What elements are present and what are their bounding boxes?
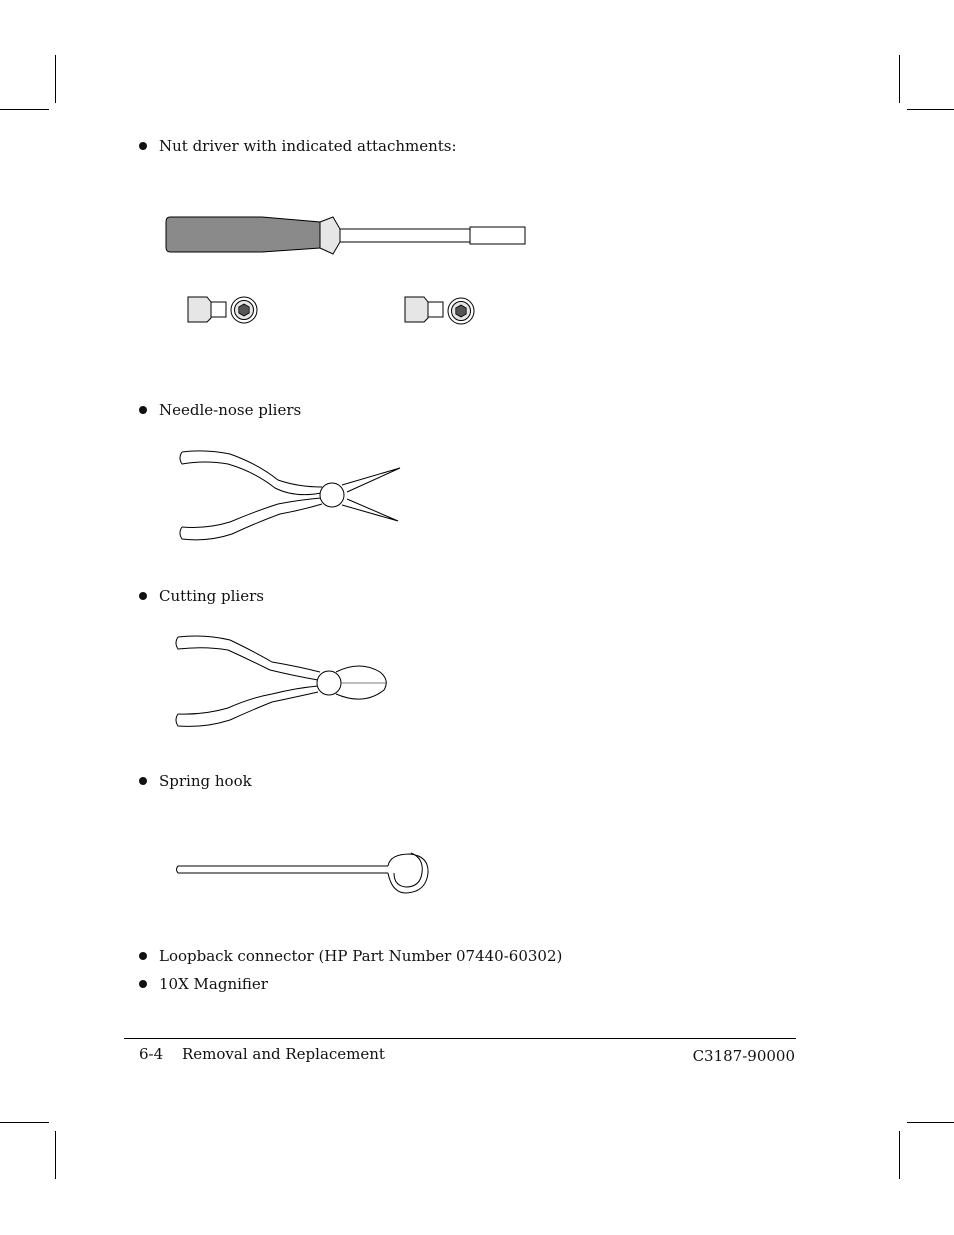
item-label: 10X Magnifier	[159, 975, 268, 993]
footer-section-title: Removal and Replacement	[182, 1045, 385, 1063]
item-label: Loopback connector (HP Part Number 07440-60302)	[159, 947, 563, 965]
list-item-magnifier	[139, 975, 268, 993]
item-label: Cutting pliers	[159, 587, 264, 605]
footer-page-number: 6-4	[139, 1045, 164, 1063]
bullet-icon	[139, 952, 147, 960]
item-label: Nut driver with indicated attachments:	[159, 137, 457, 155]
footer-doc-number: C3187-90000	[692, 1047, 795, 1065]
item-label: Needle-nose pliers	[159, 401, 302, 419]
item-label: Spring hook	[159, 772, 252, 790]
list-item-loopback-connector	[139, 947, 562, 965]
bullet-icon	[139, 980, 147, 988]
footer-rule	[124, 1038, 796, 1039]
